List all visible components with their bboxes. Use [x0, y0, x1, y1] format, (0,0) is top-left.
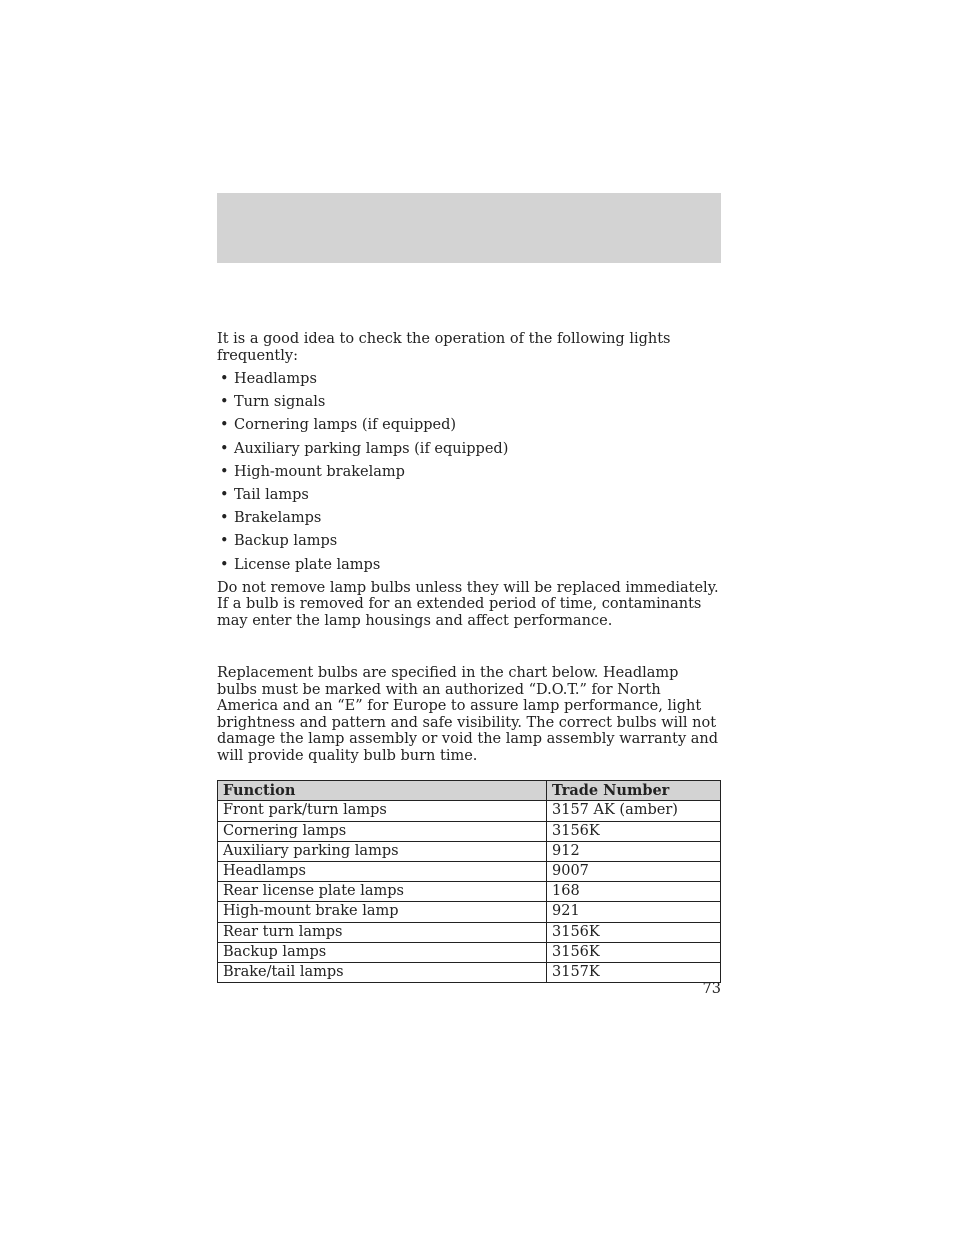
- cell-function: Backup lamps: [218, 942, 547, 962]
- header-trade-number: Trade Number: [547, 781, 721, 801]
- list-item-label: Backup lamps: [234, 533, 338, 550]
- list-item: [217, 417, 721, 440]
- cell-trade-number: 912: [547, 841, 721, 861]
- header-function: Function: [218, 781, 547, 801]
- list-item-label: Auxiliary parking lamps (if equipped): [234, 440, 509, 457]
- table-row: [218, 962, 721, 982]
- list-item: [217, 510, 721, 533]
- table-row: [218, 902, 721, 922]
- cell-trade-number: 921: [547, 902, 721, 922]
- list-item-label: Turn signals: [234, 394, 326, 411]
- table-row: [218, 861, 721, 881]
- cell-function: Headlamps: [218, 861, 547, 881]
- replacement-note: Replacement bulbs are specified in the chart below. Headlamp bulbs must be marked with an authorized “D.O.T.” for North America and an “E” for Europe to assure lamp performance, light brightness and pattern and safe visibility. The correct bulbs will not damage the lamp assembly or void the lamp assembly warranty and will provide quality bulb burn time.: [217, 665, 719, 764]
- cell-trade-number: 3156K: [547, 942, 721, 962]
- bullet-icon: •: [220, 394, 229, 411]
- list-item-label: License plate lamps: [234, 556, 381, 573]
- list-item: [217, 441, 721, 464]
- table-row: [218, 942, 721, 962]
- bullet-icon: •: [220, 371, 229, 387]
- cell-trade-number: 9007: [547, 861, 721, 881]
- table-row: [218, 841, 721, 861]
- bullet-icon: •: [220, 463, 229, 480]
- cell-function: High-mount brake lamp: [218, 902, 547, 922]
- list-item-label: High-mount brakelamp: [234, 463, 405, 480]
- list-item-label: Brakelamps: [234, 510, 322, 527]
- list-item: [217, 557, 721, 580]
- list-item: [217, 394, 721, 417]
- cell-function: Rear turn lamps: [218, 922, 547, 942]
- cell-function: Brake/tail lamps: [218, 962, 547, 982]
- page-content: [217, 331, 721, 983]
- list-item: [217, 487, 721, 510]
- cell-trade-number: 3157K: [547, 962, 721, 982]
- bullet-icon: •: [220, 417, 229, 434]
- list-item: [217, 533, 721, 556]
- light-checklist: [217, 371, 721, 580]
- cell-trade-number: 3156K: [547, 922, 721, 942]
- bullet-icon: •: [220, 556, 229, 573]
- cell-trade-number: 3157 AK (amber): [547, 801, 721, 821]
- cell-trade-number: 3156K: [547, 821, 721, 841]
- cell-function: Auxiliary parking lamps: [218, 841, 547, 861]
- table-row: [218, 821, 721, 841]
- cell-function: Front park/turn lamps: [218, 801, 547, 821]
- bullet-icon: •: [220, 486, 229, 503]
- cell-trade-number: 168: [547, 882, 721, 902]
- bullet-icon: •: [220, 510, 229, 527]
- bullet-icon: •: [220, 440, 229, 457]
- cell-function: Cornering lamps: [218, 821, 547, 841]
- list-item-label: Cornering lamps (if equipped): [234, 417, 457, 434]
- table-row: [218, 882, 721, 902]
- bulb-table: [217, 780, 721, 983]
- list-item-label: Headlamps: [234, 371, 317, 387]
- header-band: [217, 193, 721, 263]
- table-row: [218, 801, 721, 821]
- list-item: [217, 371, 721, 394]
- removal-note: Do not remove lamp bulbs unless they will be replaced immediately. If a bulb is removed for an extended period of time, contaminants may enter the lamp housings and affect performance.: [217, 579, 719, 629]
- list-item-label: Tail lamps: [234, 486, 309, 503]
- table-header-row: [218, 781, 721, 801]
- bullet-icon: •: [220, 533, 229, 550]
- intro-text: It is a good idea to check the operation of the following lights frequently:: [217, 331, 671, 364]
- table-row: [218, 922, 721, 942]
- page-number: 73: [702, 981, 721, 997]
- list-item: [217, 464, 721, 487]
- cell-function: Rear license plate lamps: [218, 882, 547, 902]
